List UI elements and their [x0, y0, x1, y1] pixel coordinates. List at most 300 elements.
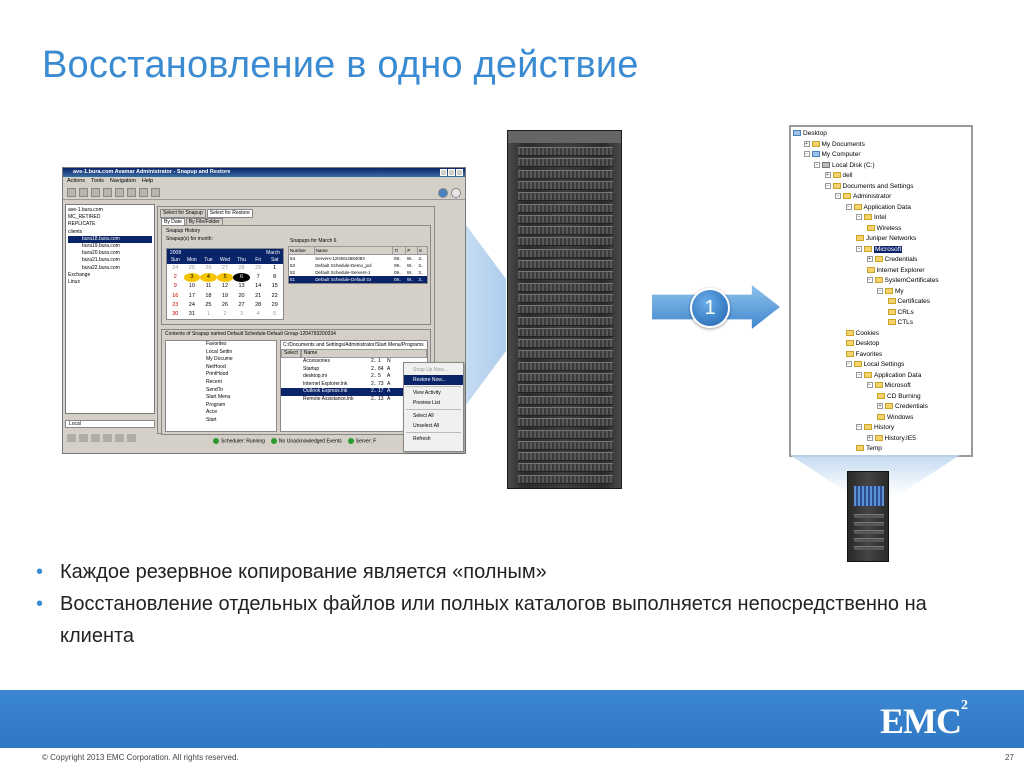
rack-unit — [518, 237, 613, 246]
folder-icon — [864, 214, 872, 220]
tree-node[interactable] — [793, 434, 969, 445]
day-name: Wed — [219, 257, 231, 263]
folder-icon — [864, 424, 872, 430]
table-cell: 3.. — [417, 276, 427, 284]
folder-explorer-tree — [789, 125, 973, 457]
expander-icon[interactable]: − — [826, 182, 829, 189]
expander-icon[interactable]: − — [857, 424, 861, 431]
toolbar-icon[interactable] — [67, 188, 76, 197]
context-menu-item[interactable]: Unselect All — [413, 423, 440, 429]
snapups-list — [288, 236, 428, 320]
tree-node[interactable] — [793, 140, 969, 151]
folder-item[interactable]: Program — [206, 401, 226, 408]
folder-icon — [875, 382, 883, 388]
tree-node-label: Desktop — [855, 340, 880, 347]
day-name: Thu — [237, 257, 246, 263]
rack-unit — [518, 452, 613, 461]
tree-node[interactable] — [793, 203, 969, 214]
rack-unit — [518, 215, 613, 224]
status-events: No Unacknowledged Events — [278, 438, 342, 445]
tree-node-label: Documents and Settings — [842, 182, 914, 190]
context-menu-item[interactable]: Select All — [413, 413, 434, 419]
rack-unit — [518, 271, 613, 280]
calendar-day[interactable]: 16 — [172, 292, 179, 299]
file-name: Startup — [303, 365, 320, 372]
snapup-history — [161, 225, 431, 325]
calendar-day[interactable]: 5 — [273, 311, 277, 318]
tree-node[interactable] — [793, 297, 969, 308]
tree-node-label: Credentials — [895, 403, 928, 410]
table-cell: 54 — [290, 256, 296, 261]
file-type: A — [387, 373, 391, 380]
calendar-day[interactable]: 25 — [205, 301, 212, 308]
menu-tools[interactable]: Tools — [91, 178, 104, 184]
folder-item[interactable]: Local Settin — [206, 348, 233, 355]
context-menu-item[interactable]: Refresh — [413, 436, 431, 442]
tree-node-label: SystemCertificates — [884, 277, 939, 284]
calendar-day[interactable]: 12 — [221, 283, 229, 290]
toolbar-icon[interactable] — [103, 188, 112, 197]
tree-node-label: Cookies — [855, 329, 879, 337]
table-cell: 3.. — [418, 256, 424, 261]
snap-column-header[interactable]: S — [417, 247, 427, 255]
expander-icon[interactable]: + — [868, 256, 871, 263]
tree-node-label: Local Disk (C:) — [832, 161, 875, 169]
status-scheduler: Scheduler: Running — [221, 438, 265, 445]
tree-item[interactable]: MC_RETIRED — [68, 214, 101, 221]
folder-icon — [833, 183, 841, 189]
help-icon[interactable] — [451, 188, 461, 198]
tree-item[interactable]: bura21.bura.com — [82, 257, 120, 264]
folder-icon — [833, 172, 841, 178]
tree-node-label: dell — [842, 172, 853, 179]
folder-item[interactable]: PrintHood — [206, 371, 229, 378]
table-cell: W.. — [406, 263, 414, 268]
context-menu-item[interactable]: View Activity — [413, 390, 441, 396]
file-size: 2.. 5 — [371, 373, 381, 380]
tree-node[interactable] — [793, 171, 969, 182]
folder-icon — [888, 298, 896, 304]
calendar-day[interactable]: 26 — [205, 265, 212, 271]
month-selector[interactable]: March — [266, 250, 280, 256]
file-type: N — [387, 358, 391, 364]
tree-node-label: My Documents — [821, 140, 865, 148]
snap-column-header[interactable]: Name — [314, 247, 393, 255]
calendar-day[interactable]: 4 — [256, 311, 260, 318]
server-rack-image — [507, 130, 622, 489]
rack-unit — [518, 396, 613, 405]
tree-node[interactable] — [793, 318, 969, 329]
calendar-day[interactable]: 24 — [188, 301, 195, 308]
left-toolbar — [65, 432, 153, 444]
toolbar-icon[interactable] — [127, 188, 136, 197]
rack-unit — [518, 475, 613, 484]
folder-item[interactable]: Favorites — [206, 341, 227, 347]
calendar-day[interactable]: 8 — [273, 274, 277, 281]
tree-node-label: Certificates — [897, 298, 931, 305]
table-cell: 52 — [290, 270, 296, 275]
folder-icon — [875, 256, 883, 262]
expander-icon[interactable]: − — [847, 361, 850, 368]
desktop-icon — [793, 130, 801, 136]
refresh-icon[interactable] — [438, 188, 448, 198]
folder-tree — [165, 340, 277, 432]
toolbar-icon[interactable] — [115, 434, 124, 442]
context-menu-item[interactable]: Snap Up Now... — [413, 367, 448, 373]
tree-node[interactable] — [793, 444, 969, 455]
tree-item[interactable]: Exchange — [68, 271, 91, 278]
folder-item[interactable]: NetHood — [206, 363, 226, 370]
file-type: A — [387, 388, 391, 395]
calendar-day[interactable]: 28 — [238, 265, 245, 271]
calendar-day[interactable]: 3 — [184, 273, 201, 282]
slide-title: Восстановление в одно действие — [42, 44, 639, 86]
tab-by-file-folder[interactable]: By File/Folder — [186, 218, 223, 227]
snap-column-header[interactable]: Number — [289, 247, 315, 255]
file-path: C:/Documents and Settings/Administrator/Start Menu/Programs — [283, 342, 424, 348]
tree-node-label: Internet Explorer — [876, 266, 925, 274]
calendar-day[interactable]: 1 — [206, 311, 210, 318]
tree-node[interactable] — [793, 371, 969, 382]
table-row[interactable] — [289, 276, 428, 284]
rack-unit — [518, 283, 613, 292]
calendar-day[interactable]: 26 — [221, 301, 229, 308]
tree-node[interactable] — [793, 150, 969, 161]
folder-icon — [846, 351, 854, 357]
tree-node[interactable] — [793, 224, 969, 235]
tree-node[interactable] — [793, 129, 969, 140]
tree-node-label: Microsoft — [884, 382, 911, 389]
expander-icon[interactable]: − — [868, 277, 871, 284]
rack-unit — [518, 350, 613, 359]
rack-unit — [518, 430, 613, 439]
tree-node[interactable] — [793, 245, 969, 256]
tree-node[interactable] — [793, 276, 969, 287]
tree-item[interactable]: REPLICATE — [68, 221, 96, 228]
calendar-day[interactable]: 27 — [238, 301, 245, 308]
snapup-contents — [161, 329, 431, 435]
tree-node[interactable] — [793, 213, 969, 224]
tree-item[interactable]: bura18.bura.com — [68, 236, 152, 243]
toolbar-icon[interactable] — [139, 188, 148, 197]
snapups-label: Snapups for March 6 — [290, 238, 337, 244]
tree-node-label: Microsoft — [875, 245, 902, 253]
expander-icon[interactable]: − — [847, 203, 850, 210]
calendar-day[interactable]: 20 — [238, 292, 245, 299]
tree-node-label: Application Data — [863, 203, 911, 211]
rack-unit — [518, 305, 613, 314]
calendar-day[interactable]: 25 — [188, 265, 195, 271]
file-name: Outlook Express.lnk — [303, 388, 348, 395]
calendar-day[interactable]: 11 — [205, 283, 212, 290]
tree-item[interactable]: ave-1.bura.com — [68, 207, 103, 213]
file-name: Internet Explorer.lnk — [303, 380, 348, 387]
calendar-day[interactable]: 29 — [271, 301, 278, 308]
calendar-days — [167, 264, 283, 319]
tree-item[interactable]: bura19.bura.com — [82, 243, 120, 250]
rack-unit — [518, 192, 613, 201]
calendar-day[interactable]: 10 — [188, 283, 195, 290]
toolbar-icon[interactable] — [91, 188, 100, 197]
tree-node-label: Windows — [887, 413, 914, 421]
folder-icon — [875, 435, 883, 441]
expander-icon[interactable]: − — [857, 245, 861, 252]
table-cell: Default Schedule-Demo_pol — [315, 263, 372, 268]
folder-item[interactable]: Start — [206, 416, 217, 423]
tree-node[interactable] — [793, 192, 969, 203]
expander-icon[interactable]: − — [805, 151, 808, 158]
tree-node[interactable] — [793, 350, 969, 361]
rack-unit — [518, 294, 613, 303]
tree-item[interactable]: Linux — [68, 279, 80, 286]
tree-node[interactable] — [793, 161, 969, 172]
rack-unit — [518, 441, 613, 450]
snap-column-header[interactable]: P — [406, 247, 417, 255]
tree-node-label: Desktop — [803, 130, 827, 137]
toolbar-icon[interactable] — [103, 434, 112, 442]
folder-icon — [854, 204, 862, 210]
folder-item[interactable]: My Docume — [206, 356, 233, 363]
tree-node[interactable] — [793, 360, 969, 371]
calendar-day[interactable]: 5 — [217, 273, 234, 282]
folder-item[interactable]: Start Menu — [206, 394, 231, 401]
tree-node[interactable] — [793, 308, 969, 319]
folder-icon — [856, 445, 864, 451]
calendar-day[interactable]: 14 — [255, 283, 262, 290]
table-cell: 53 — [290, 263, 296, 268]
folder-icon — [867, 225, 875, 231]
toolbar — [63, 186, 465, 200]
folder-icon — [846, 340, 854, 346]
rack-unit — [518, 339, 613, 348]
month-label: Snapup(s) for month: — [166, 236, 213, 242]
rack-unit — [518, 407, 613, 416]
tree-node-label: History.IE5 — [884, 434, 916, 442]
calendar-day[interactable]: 22 — [271, 292, 278, 299]
tree-node-label: Favorites — [855, 350, 883, 358]
tree-item[interactable]: clients — [68, 228, 83, 235]
snap-column-header[interactable]: Ti — [393, 247, 406, 255]
tree-node-label: Administrator — [853, 193, 892, 200]
step-badge: 1 — [690, 288, 730, 328]
calendar-day[interactable]: 29 — [255, 265, 262, 271]
table-row[interactable] — [289, 255, 428, 263]
rack-unit — [518, 328, 613, 337]
tab-select-for-restore[interactable]: Select for Restore — [207, 209, 253, 218]
calendar-day[interactable]: 6 — [233, 273, 250, 282]
day-name: Fri — [255, 257, 262, 263]
tree-node-label: Juniper Networks — [866, 235, 917, 242]
file-size: 2.. 1 — [371, 358, 381, 364]
table-cell: W.. — [406, 256, 414, 261]
calendar-day[interactable]: 4 — [200, 273, 217, 282]
expander-icon[interactable]: − — [878, 287, 882, 294]
rack-unit — [518, 226, 613, 235]
table-cell: 09.. — [393, 256, 402, 261]
window-title: ave-1.bura.com Avamar Administrator - Snapup and Restore — [73, 169, 231, 175]
table-cell: W.. — [406, 270, 414, 275]
calendar-day[interactable]: 2 — [223, 311, 227, 318]
expander-icon[interactable]: + — [868, 434, 871, 441]
file-name: Accessories — [303, 358, 330, 364]
table-cell: 09.. — [393, 270, 402, 275]
ok-icon — [271, 438, 277, 444]
folder-item[interactable]: Recent — [206, 378, 222, 385]
footer-bar — [0, 690, 1024, 748]
tree-node[interactable] — [793, 287, 969, 298]
menu-help[interactable]: Help — [141, 178, 154, 184]
tree-node-label: My — [895, 287, 904, 295]
restore-pane — [157, 206, 435, 434]
file-size: 2.. 17 — [371, 388, 384, 395]
expander-icon[interactable]: − — [857, 214, 861, 221]
table-row[interactable] — [289, 262, 428, 269]
toolbar-icon[interactable] — [151, 188, 160, 197]
tree-node-label: Application Data — [874, 371, 922, 379]
tree-item[interactable]: bura20.bura.com — [82, 250, 120, 257]
year-selector[interactable]: 2008 — [170, 250, 182, 256]
tree-node[interactable] — [793, 413, 969, 424]
calendar-day[interactable]: 21 — [255, 292, 262, 299]
rack-unit — [518, 249, 613, 258]
local-tab[interactable]: Local — [65, 420, 155, 428]
calendar-day[interactable]: 24 — [172, 265, 179, 271]
toolbar-icon[interactable] — [115, 188, 124, 197]
toolbar-icon[interactable] — [67, 434, 76, 442]
calendar-day[interactable]: 30 — [172, 311, 179, 318]
tree-node[interactable] — [793, 381, 969, 392]
expander-icon[interactable]: + — [878, 403, 882, 410]
column-select[interactable]: Select — [281, 349, 301, 358]
tree-node[interactable] — [793, 234, 969, 245]
logo-sup: 2 — [961, 698, 967, 713]
disk-icon — [822, 162, 830, 168]
table-cell: 3.. — [418, 270, 424, 275]
context-menu-item[interactable]: Preview List — [413, 400, 440, 406]
copyright: © Copyright 2013 EMC Corporation. All rights reserved. — [42, 753, 239, 762]
folder-item[interactable]: Acce — [206, 409, 218, 416]
tree-node-label: My Computer — [821, 151, 861, 158]
calendar-day[interactable]: 31 — [188, 311, 195, 318]
contents-label: Contents of Snapup named Default Schedule-Default Group-1204783200334 — [165, 331, 336, 337]
folder-icon — [875, 277, 883, 283]
expander-icon[interactable]: − — [857, 371, 861, 378]
calendar-day[interactable]: 7 — [256, 274, 260, 281]
tree-item[interactable]: bura22.bura.com — [82, 264, 120, 271]
calendar — [166, 248, 284, 320]
tree-node-label: Local Settings — [863, 361, 905, 368]
bullet-item: • Каждое резервное копирование является «полным» — [36, 556, 996, 588]
calendar-day[interactable]: 19 — [221, 292, 229, 299]
minimize-icon[interactable] — [440, 169, 447, 176]
close-icon[interactable] — [456, 169, 463, 176]
tree-node-label: CD Burning — [887, 392, 921, 400]
file-type: A — [387, 395, 391, 402]
ok-icon — [213, 438, 219, 444]
expander-icon[interactable]: + — [826, 172, 829, 179]
tree-node[interactable] — [793, 182, 969, 193]
expander-icon[interactable]: − — [836, 193, 840, 200]
calendar-day[interactable]: 13 — [238, 283, 245, 290]
expander-icon[interactable]: + — [805, 140, 808, 147]
menu-actions[interactable]: Actions — [67, 178, 86, 184]
table-cell: Default Schedule-Default Gr — [314, 276, 393, 284]
calendar-day[interactable]: 28 — [255, 301, 262, 308]
toolbar-icon[interactable] — [79, 188, 88, 197]
folder-icon — [885, 403, 893, 409]
table-cell: W.. — [406, 276, 417, 284]
folder-icon — [864, 372, 872, 378]
rack-unit — [518, 373, 613, 382]
menu-navigation[interactable]: Navigation — [109, 178, 136, 184]
day-name: Mon — [186, 257, 197, 263]
tab-select-for-snapup[interactable]: Select for Snapup — [160, 209, 206, 218]
toolbar-icon[interactable] — [91, 434, 100, 442]
rack-unit — [518, 181, 613, 190]
file-size: 2.. 73 — [371, 380, 384, 387]
tree-node[interactable] — [793, 255, 969, 266]
rack-unit — [518, 147, 613, 156]
calendar-day[interactable]: 9 — [173, 283, 177, 290]
expander-icon[interactable]: − — [815, 161, 819, 168]
calendar-day[interactable]: 1 — [273, 265, 277, 271]
calendar-day[interactable]: 17 — [188, 292, 195, 299]
tree-node[interactable] — [793, 423, 969, 434]
calendar-day[interactable]: 15 — [271, 283, 278, 290]
toolbar-icon[interactable] — [127, 434, 136, 442]
calendar-day[interactable]: 18 — [205, 292, 212, 299]
folder-item[interactable]: SendTo — [206, 386, 223, 393]
calendar-day[interactable]: 3 — [240, 311, 244, 318]
table-cell: 3.. — [418, 263, 424, 268]
context-menu-item[interactable]: Restore Now... — [404, 375, 463, 385]
calendar-day-names — [167, 257, 283, 264]
folder-icon — [888, 309, 896, 315]
tab-by-date[interactable]: By Date — [161, 218, 185, 227]
calendar-day[interactable]: 2 — [173, 274, 177, 281]
logo-text: EMC — [880, 701, 961, 741]
calendar-day[interactable]: 23 — [172, 301, 179, 308]
window-titlebar — [63, 168, 465, 177]
rack-unit — [518, 158, 613, 167]
day-name: Sat — [270, 257, 279, 263]
table-row[interactable] — [289, 269, 428, 276]
table-cell: Default Schedule-Servers-1 — [315, 270, 371, 275]
tree-node[interactable] — [793, 266, 969, 277]
file-type: A — [387, 380, 391, 387]
folder-icon — [885, 288, 893, 294]
expander-icon[interactable]: − — [868, 382, 871, 389]
rack-unit — [518, 260, 613, 269]
tree-node[interactable] — [793, 392, 969, 403]
toolbar-icon[interactable] — [79, 434, 88, 442]
tree-node[interactable] — [793, 402, 969, 413]
file-size: 2.. 84 — [371, 365, 384, 372]
table-cell: Servers-1204814684093 — [315, 256, 365, 261]
tree-node[interactable] — [793, 329, 969, 340]
computer-icon — [812, 151, 820, 157]
highlight-beam — [466, 225, 506, 405]
bullet-item: • Восстановление отдельных файлов или полных каталогов выполняется непосредственно на клиента — [36, 588, 996, 652]
column-name[interactable]: Name — [301, 349, 427, 358]
rack-unit — [518, 317, 613, 326]
calendar-day[interactable]: 27 — [221, 265, 229, 271]
rack-unit — [518, 418, 613, 427]
status-server: Server: F — [355, 438, 377, 445]
maximize-icon[interactable] — [448, 169, 455, 176]
tree-node[interactable] — [793, 339, 969, 350]
file-size: 2.. 13 — [371, 395, 384, 402]
